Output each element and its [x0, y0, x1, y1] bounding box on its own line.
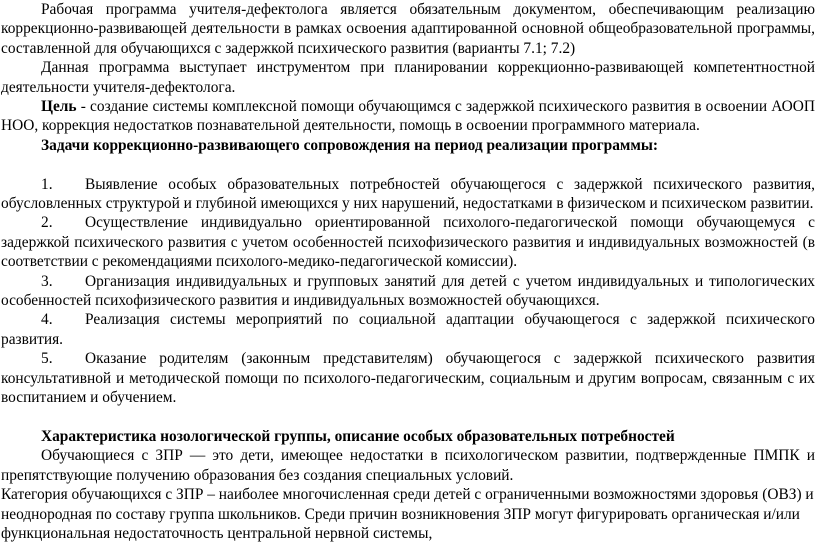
list-item — [1, 272, 815, 311]
tasks-heading: Задачи коррекционно-развивающего сопровождения на период реализации программы: — [41, 136, 659, 154]
zpr-category-paragraph: Категория обучающихся с ЗПР – наиболее многочисленная среди детей с ограниченными возможностями здоровья (ОВЗ) и неоднородная по составу группа школьников. Среди причин возникновения ЗПР могут фигурировать органическая и/или функциональная недостаточность центральной нервной системы, — [1, 486, 814, 542]
list-item — [1, 310, 815, 349]
list-item-text: Выявление особых образовательных потребностей обучающегося с задержкой психического развития, обусловленных структурой и глубиной имеющихся у них нарушений, недостатками в физическом и психическом развитии. — [1, 175, 815, 213]
list-item-number: 4. — [41, 311, 53, 329]
zpr-definition-paragraph: Обучающиеся с ЗПР — это дети, имеющее недостатки в психологическом развитии, подтвержденные ПМПК и препятствующие получению образования без создания специальных условий. — [1, 447, 815, 484]
section-heading: Характеристика нозологической группы, описание особых образовательных потребностей — [41, 427, 675, 445]
list-item-text: Организация индивидуальных и групповых занятий для детей с учетом индивидуальных и типологических особенностей психофизического развития и индивидуальных возможностей обучающихся. — [1, 272, 815, 310]
blank-line — [1, 408, 815, 427]
list-item — [1, 213, 815, 271]
blank-line — [1, 155, 815, 174]
goal-paragraph — [1, 97, 815, 136]
list-item-text: Реализация системы мероприятий по социальной адаптации обучающегося с задержкой психического развития. — [1, 311, 815, 348]
tasks-list — [1, 175, 815, 408]
list-item-number: 5. — [41, 350, 53, 368]
list-item-text: Оказание родителям (законным представителям) обучающегося с задержкой психического развития консультативной и методической помощи по психолого-педагогическим, социальным и другим вопросам, связанным с их воспитанием и обучением. — [1, 350, 815, 407]
list-item-text: Осуществление индивидуально ориентированной психолого-педагогической помощи обучающемуся с задержкой психического развития с учетом особенностей психофизического развития и индивидуальных возможностей (в соответствии с рекомендациями психолого-медико-педагогической комиссии). — [1, 214, 815, 271]
list-item-number: 3. — [41, 272, 53, 290]
goal-text: - создание системы комплексной помощи обучающимся с задержкой психического развития в освоении АООП НОО, коррекция недостатков познавательной деятельности, помощь в освоении программного материала. — [1, 98, 815, 135]
intro-paragraph: Рабочая программа учителя-дефектолога является обязательным документом, обеспечивающим реализацию коррекционно-развивающей деятельности в рамках освоения адаптированной основной общеобразовательной программы, составленной для обучающихся с задержкой психического развития (варианты 7.1; 7.2) — [1, 1, 815, 57]
list-item — [1, 175, 815, 214]
list-item-number: 1. — [41, 175, 53, 193]
list-item-number: 2. — [41, 214, 53, 232]
goal-label: Цель — [41, 98, 77, 116]
list-item — [1, 349, 815, 407]
program-role-paragraph: Данная программа выступает инструментом при планировании коррекционно-развивающей компетентностной деятельности учителя-дефектолога. — [1, 59, 815, 96]
